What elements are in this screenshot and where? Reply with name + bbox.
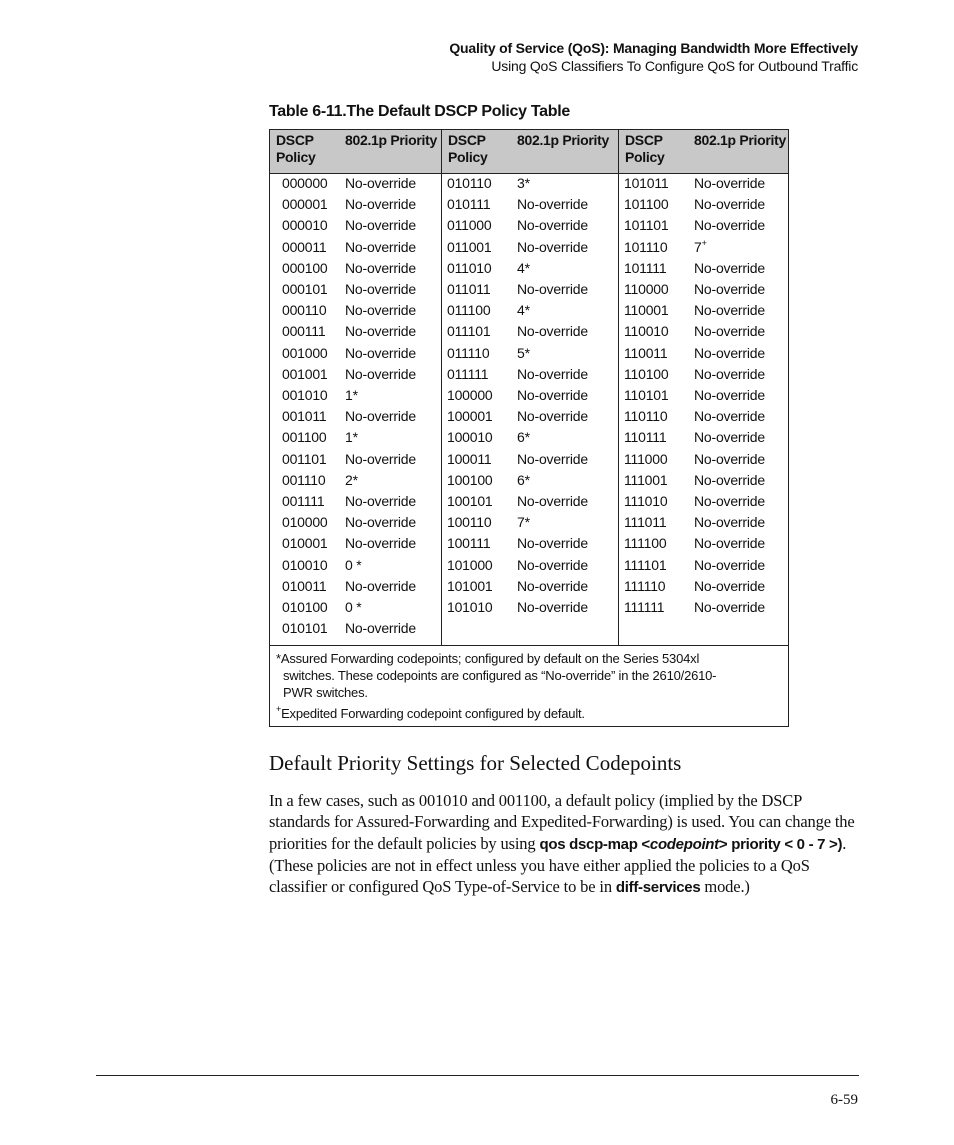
priority-value: No-override (694, 450, 765, 467)
dscp-code-cell: 100011 (447, 450, 492, 467)
priority-value: No-override (517, 196, 588, 213)
priority-value: 0 * (345, 556, 362, 573)
dscp-code-cell: 011011 (447, 281, 491, 297)
dscp-code-cell: 111001 (624, 471, 668, 488)
footnote-af-line: switches. These codepoints are configured as “No-override” in the 2610/2610- (283, 668, 717, 683)
priority-cell (517, 281, 588, 297)
priority-cell (517, 514, 530, 530)
dscp-code-cell: 100000 (447, 387, 493, 403)
priority-cell (345, 472, 358, 488)
priority-value: No-override (345, 344, 416, 361)
priority-cell (345, 175, 416, 191)
dscp-code-cell: 100101 (447, 493, 493, 509)
priority-cell (517, 472, 530, 488)
footnote-ef-text: Expedited Forwarding codepoint configured by default. (281, 706, 585, 721)
priority-value: No-override (694, 175, 765, 191)
running-header-chapter: Quality of Service (QoS): Managing Bandwidth More Effectively (449, 40, 858, 56)
dscp-code-cell: 001000 (282, 344, 328, 361)
dscp-code-cell: 100100 (447, 471, 493, 488)
priority-value: No-override (345, 281, 416, 297)
priority-value: No-override (694, 514, 765, 531)
priority-value: No-override (694, 471, 765, 488)
dscp-code-cell: 011100 (447, 302, 491, 319)
priority-cell (517, 535, 588, 551)
priority-cell (345, 366, 416, 382)
priority-cell (345, 387, 358, 403)
priority-cell (517, 366, 588, 382)
priority-value: No-override (345, 302, 416, 319)
column-divider (618, 130, 619, 645)
footnote-af-line: PWR switches. (283, 685, 368, 700)
priority-cell (345, 599, 362, 615)
priority-cell (517, 196, 588, 212)
column-divider (441, 130, 442, 645)
dscp-code-cell: 110000 (624, 281, 669, 297)
header-priority-1: 802.1p Priority (345, 132, 437, 148)
priority-value: No-override (694, 577, 765, 594)
command-param-codepoint: codepoint (649, 835, 719, 853)
dscp-code-cell: 000000 (282, 175, 328, 191)
priority-cell (345, 451, 416, 467)
priority-cell (517, 408, 588, 424)
priority-value: No-override (694, 387, 765, 403)
priority-cell (694, 239, 707, 255)
priority-value: No-override (694, 323, 765, 340)
priority-cell (517, 387, 588, 403)
footnote-assured-forwarding (276, 650, 786, 701)
priority-value: No-override (694, 535, 765, 552)
priority-cell (517, 302, 530, 318)
priority-value: 6* (517, 471, 530, 488)
dscp-code-cell: 101101 (624, 217, 669, 234)
dscp-code-cell: 010101 (282, 620, 328, 637)
priority-value: No-override (517, 323, 588, 340)
priority-value: 5* (517, 344, 530, 361)
priority-value: No-override (517, 450, 588, 467)
dscp-code-cell: 001001 (282, 365, 328, 382)
priority-cell (694, 387, 765, 403)
dscp-code-cell: 111000 (624, 450, 668, 467)
dscp-code-cell: 010010 (282, 556, 328, 573)
dscp-code-cell: 111111 (624, 599, 665, 615)
dscp-code-cell: 010011 (282, 577, 327, 594)
dscp-code-cell: 011110 (447, 344, 490, 361)
priority-value: No-override (694, 196, 765, 213)
priority-cell (694, 451, 765, 467)
priority-value: No-override (517, 387, 588, 403)
table-footnotes (270, 645, 788, 727)
priority-cell (694, 472, 765, 488)
priority-cell (694, 408, 765, 424)
priority-cell (694, 175, 765, 191)
priority-value: 1* (345, 429, 358, 446)
priority-value: No-override (694, 556, 765, 573)
priority-cell (694, 196, 765, 212)
priority-value: 0 * (345, 599, 362, 615)
dscp-code-cell: 001010 (282, 387, 328, 403)
priority-cell (345, 196, 416, 212)
priority-cell (694, 323, 765, 339)
priority-cell (345, 217, 416, 233)
dscp-code-cell: 011010 (447, 259, 492, 276)
dscp-code-cell: 011001 (447, 238, 492, 255)
priority-cell (694, 281, 765, 297)
dscp-code-cell: 100110 (447, 514, 492, 531)
priority-value: No-override (345, 577, 416, 594)
priority-cell (345, 408, 416, 424)
command-text: > priority < 0 - 7 >) (718, 835, 843, 853)
header-dscp-policy-1: DSCP Policy (276, 132, 316, 165)
priority-value: No-override (694, 281, 765, 297)
priority-cell (694, 429, 765, 445)
dscp-code-cell: 011000 (447, 217, 492, 234)
dscp-code-cell: 111110 (624, 577, 666, 594)
dscp-code-cell: 101010 (447, 599, 493, 615)
footnote-af-line: *Assured Forwarding codepoints; configured by default on the Series 5304xl (276, 651, 700, 666)
dscp-policy-table (269, 129, 789, 727)
page-number: 6-59 (830, 1092, 858, 1108)
priority-value: No-override (345, 365, 416, 382)
priority-value: No-override (345, 323, 416, 340)
priority-cell (694, 366, 765, 382)
dscp-code-cell: 001101 (282, 450, 327, 467)
dscp-code-cell: 010001 (282, 535, 328, 552)
para-text: .(These policies are not in effect unless you have either applied the policies to a QoS classifier or configured QoS Type-of-Service to be in (269, 833, 847, 897)
command-text: qos dscp-map < (539, 835, 650, 853)
dscp-code-cell: 111011 (624, 514, 667, 531)
priority-cell (694, 514, 765, 530)
dscp-code-cell: 010000 (282, 514, 328, 531)
priority-cell (345, 260, 416, 276)
priority-cell (694, 578, 765, 594)
priority-cell (345, 620, 416, 636)
priority-cell (517, 217, 588, 233)
dscp-code-cell: 111010 (624, 493, 668, 509)
priority-cell (345, 535, 416, 551)
footer-rule (96, 1075, 859, 1076)
command-qos-dscp-map (539, 836, 842, 853)
priority-value: No-override (345, 620, 416, 637)
priority-value: 3* (517, 175, 530, 191)
body-paragraph (269, 790, 861, 898)
dscp-code-cell: 101110 (624, 238, 668, 255)
priority-value: No-override (345, 450, 416, 467)
priority-cell (345, 493, 416, 509)
dscp-code-cell: 110100 (624, 365, 669, 382)
priority-value: No-override (345, 217, 416, 234)
priority-cell (345, 302, 416, 318)
running-header-section: Using QoS Classifiers To Configure QoS for Outbound Traffic (491, 58, 858, 74)
dscp-code-cell: 111101 (624, 556, 667, 573)
dscp-code-cell: 101011 (624, 175, 669, 191)
priority-value: No-override (517, 599, 588, 615)
priority-cell (517, 578, 588, 594)
priority-value: No-override (517, 556, 588, 573)
priority-cell (517, 239, 588, 255)
header-priority-2: 802.1p Priority (517, 132, 609, 148)
priority-cell (345, 514, 416, 530)
priority-value: No-override (345, 408, 416, 425)
dscp-code-cell: 001111 (282, 493, 325, 509)
dscp-code-cell: 001110 (282, 471, 326, 488)
priority-cell (517, 429, 530, 445)
priority-cell (345, 578, 416, 594)
dscp-code-cell: 001011 (282, 408, 327, 425)
dscp-code-cell: 000100 (282, 259, 328, 276)
dscp-code-cell: 010111 (447, 196, 491, 213)
section-heading: Default Priority Settings for Selected Codepoints (269, 751, 682, 775)
header-dscp-policy-2: DSCP Policy (448, 132, 488, 165)
priority-cell (517, 557, 588, 573)
table-header-row (270, 130, 788, 174)
priority-value: No-override (694, 217, 765, 234)
dscp-code-cell: 101001 (447, 577, 493, 594)
priority-value: No-override (694, 493, 765, 509)
priority-value: No-override (517, 281, 588, 297)
priority-value: No-override (345, 196, 416, 213)
priority-cell (694, 599, 765, 615)
priority-cell (694, 557, 765, 573)
priority-cell (694, 217, 765, 233)
expedited-forwarding-mark: + (701, 237, 707, 248)
priority-value: No-override (694, 365, 765, 382)
dscp-code-cell: 010100 (282, 599, 328, 615)
priority-cell (517, 323, 588, 339)
priority-cell (345, 239, 416, 255)
priority-cell (517, 175, 530, 191)
priority-value: No-override (345, 535, 416, 552)
priority-cell (694, 535, 765, 551)
priority-value: No-override (345, 259, 416, 276)
dscp-code-cell: 000111 (282, 323, 326, 340)
priority-cell (517, 345, 530, 361)
priority-value: No-override (517, 408, 588, 425)
priority-cell (694, 493, 765, 509)
dscp-code-cell: 000110 (282, 302, 327, 319)
dscp-code-cell: 011101 (447, 323, 491, 340)
priority-value: 4* (517, 302, 530, 319)
dscp-code-cell: 000001 (282, 196, 328, 213)
priority-cell (345, 429, 358, 445)
table-caption: Table 6-11.The Default DSCP Policy Table (269, 103, 570, 120)
priority-value: No-override (694, 302, 765, 319)
dscp-code-cell: 100010 (447, 429, 493, 446)
priority-value: No-override (694, 344, 765, 361)
priority-cell (694, 345, 765, 361)
priority-cell (517, 599, 588, 615)
priority-value: No-override (694, 259, 765, 276)
dscp-code-cell: 110101 (624, 387, 669, 403)
para-text: mode.) (700, 877, 750, 897)
priority-value: No-override (517, 577, 588, 594)
priority-cell (694, 302, 765, 318)
dscp-code-cell: 110011 (624, 344, 668, 361)
dscp-code-cell: 110010 (624, 323, 669, 340)
header-priority-3: 802.1p Priority (694, 132, 786, 148)
priority-value: 7* (517, 514, 530, 531)
dscp-code-cell: 111100 (624, 535, 667, 552)
priority-value: No-override (345, 514, 416, 531)
priority-value: No-override (694, 429, 765, 446)
dscp-code-cell: 000011 (282, 238, 327, 255)
priority-cell (517, 493, 588, 509)
priority-value: No-override (694, 599, 765, 615)
priority-value: No-override (517, 493, 588, 509)
dscp-code-cell: 110001 (624, 302, 669, 319)
dscp-code-cell: 010110 (447, 175, 492, 191)
dscp-code-cell: 001100 (282, 429, 327, 446)
priority-value: 4* (517, 259, 530, 276)
priority-cell (517, 451, 588, 467)
priority-cell (694, 260, 765, 276)
priority-cell (345, 323, 416, 339)
priority-value: No-override (694, 408, 765, 425)
dscp-code-cell: 011111 (447, 365, 489, 382)
priority-cell (345, 281, 416, 297)
command-diff-services: diff-services (615, 879, 701, 897)
dscp-code-cell: 101100 (624, 196, 669, 213)
priority-value: No-override (345, 175, 416, 191)
dscp-code-cell: 110110 (624, 408, 668, 425)
footnote-mark: + (276, 704, 282, 714)
para-text: In a few cases, such as 001010 and 001100, a default policy (implied by the DSCP standards for Assured-Forwarding and Expedited-Forwarding) is used. You can change the priorities for the default policies by using (269, 791, 855, 853)
priority-cell (345, 557, 362, 573)
dscp-code-cell: 000010 (282, 217, 328, 234)
priority-value: No-override (517, 217, 588, 234)
header-dscp-policy-3: DSCP Policy (625, 132, 665, 165)
dscp-code-cell: 100111 (447, 535, 491, 552)
priority-value: No-override (345, 238, 416, 255)
priority-value: No-override (517, 238, 588, 255)
priority-value: 7 (694, 238, 702, 255)
dscp-code-cell: 110111 (624, 429, 667, 446)
priority-cell (517, 260, 530, 276)
priority-value: No-override (517, 535, 588, 552)
priority-value: No-override (345, 493, 416, 509)
dscp-code-cell: 100001 (447, 408, 493, 425)
priority-cell (345, 345, 416, 361)
footnote-expedited-forwarding (276, 705, 585, 722)
priority-value: 6* (517, 429, 530, 446)
dscp-code-cell: 101000 (447, 556, 493, 573)
dscp-code-cell: 101111 (624, 259, 667, 276)
priority-value: 1* (345, 387, 358, 403)
priority-value: No-override (517, 365, 588, 382)
priority-value: 2* (345, 471, 358, 488)
dscp-code-cell: 000101 (282, 281, 328, 297)
